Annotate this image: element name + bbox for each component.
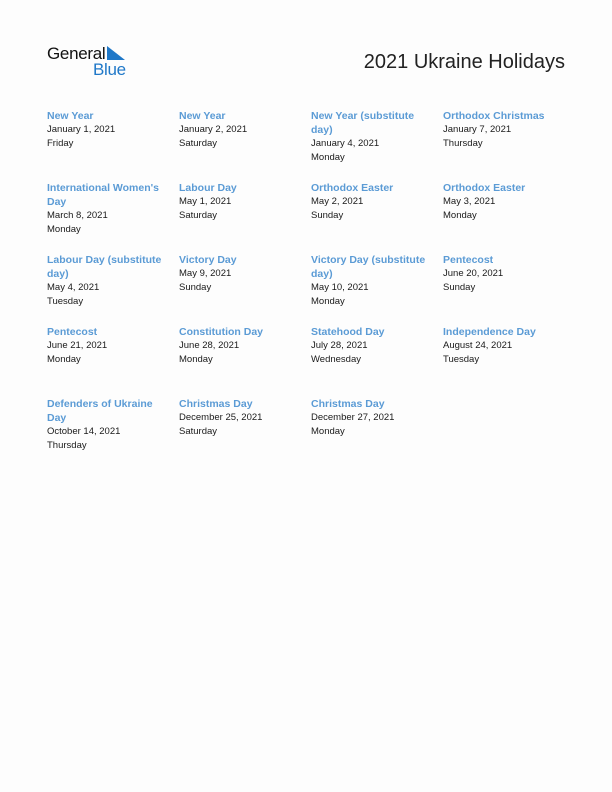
holiday-date: December 25, 2021	[179, 412, 263, 423]
holiday-item	[443, 109, 577, 181]
holiday-weekday: Friday	[47, 138, 74, 149]
holiday-date: January 7, 2021	[443, 124, 512, 135]
holiday-item	[47, 181, 179, 253]
holiday-date: June 21, 2021	[47, 340, 108, 351]
holiday-name: Orthodox Easter	[311, 182, 394, 194]
holiday-weekday: Monday	[311, 426, 345, 437]
holiday-name: Pentecost	[443, 254, 494, 266]
holiday-name: Victory Day	[179, 254, 237, 266]
holiday-item	[47, 325, 179, 397]
holiday-name: Constitution Day	[179, 326, 263, 338]
holiday-name: International Women's Day	[47, 182, 159, 208]
holiday-item	[311, 253, 443, 325]
holiday-date: January 4, 2021	[311, 138, 380, 149]
holiday-grid	[47, 109, 577, 469]
holiday-name: Orthodox Christmas	[443, 110, 545, 122]
holiday-weekday: Monday	[311, 296, 345, 307]
holiday-date: March 8, 2021	[47, 210, 108, 221]
holiday-name: Labour Day (substitute day)	[47, 254, 162, 280]
page-title: 2021 Ukraine Holidays	[363, 51, 565, 73]
holiday-item	[47, 397, 179, 469]
holiday-date: May 1, 2021	[179, 196, 232, 207]
holiday-weekday: Sunday	[179, 282, 212, 293]
holiday-item	[311, 181, 443, 253]
holiday-name: New Year (substitute day)	[311, 110, 415, 136]
holiday-date: May 2, 2021	[311, 196, 364, 207]
holiday-weekday: Monday	[179, 354, 213, 365]
holiday-item	[311, 325, 443, 397]
holiday-weekday: Saturday	[179, 426, 218, 437]
holiday-item	[47, 109, 179, 181]
holiday-item	[179, 109, 311, 181]
holiday-item	[443, 253, 577, 325]
holiday-item	[47, 253, 179, 325]
holiday-date: October 14, 2021	[47, 426, 121, 437]
holiday-weekday: Monday	[47, 224, 81, 235]
holiday-weekday: Sunday	[311, 210, 344, 221]
brand-logo	[47, 44, 137, 80]
holiday-weekday: Tuesday	[47, 296, 84, 307]
holiday-weekday: Sunday	[443, 282, 476, 293]
holiday-name: New Year	[47, 110, 94, 122]
logo-text-blue: Blue	[93, 60, 126, 79]
holiday-item	[311, 109, 443, 181]
holiday-date: January 1, 2021	[47, 124, 116, 135]
holiday-weekday: Monday	[311, 152, 345, 163]
holiday-weekday: Thursday	[443, 138, 483, 149]
holiday-weekday: Thursday	[47, 440, 87, 451]
holiday-date: May 3, 2021	[443, 196, 496, 207]
holiday-weekday: Tuesday	[443, 354, 480, 365]
logo-text-general: General	[47, 44, 106, 63]
holiday-item	[311, 397, 443, 469]
holiday-date: May 4, 2021	[47, 282, 100, 293]
holiday-date: December 27, 2021	[311, 412, 395, 423]
holiday-weekday: Saturday	[179, 210, 218, 221]
holiday-item	[179, 325, 311, 397]
holiday-date: July 28, 2021	[311, 340, 368, 351]
holiday-date: January 2, 2021	[179, 124, 248, 135]
holiday-date: June 28, 2021	[179, 340, 240, 351]
holiday-date: August 24, 2021	[443, 340, 513, 351]
holiday-name: Orthodox Easter	[443, 182, 526, 194]
holiday-name: Victory Day (substitute day)	[311, 254, 426, 280]
holiday-name: Christmas Day	[311, 398, 385, 410]
holiday-weekday: Wednesday	[311, 354, 361, 365]
holiday-date: June 20, 2021	[443, 268, 504, 279]
holiday-name: Defenders of Ukraine Day	[47, 398, 153, 424]
holiday-name: New Year	[179, 110, 226, 122]
holiday-item	[443, 325, 577, 397]
holiday-name: Pentecost	[47, 326, 98, 338]
holiday-weekday: Monday	[47, 354, 81, 365]
holiday-name: Christmas Day	[179, 398, 253, 410]
holiday-weekday: Monday	[443, 210, 477, 221]
holiday-name: Statehood Day	[311, 326, 385, 338]
holiday-item	[179, 253, 311, 325]
holiday-item	[179, 397, 311, 469]
holiday-item	[443, 181, 577, 253]
holiday-name: Independence Day	[443, 326, 536, 338]
holiday-date: May 10, 2021	[311, 282, 369, 293]
holiday-date: May 9, 2021	[179, 268, 232, 279]
holiday-item	[179, 181, 311, 253]
holiday-name: Labour Day	[179, 182, 237, 194]
holiday-weekday: Saturday	[179, 138, 218, 149]
logo-triangle-icon	[107, 46, 125, 60]
